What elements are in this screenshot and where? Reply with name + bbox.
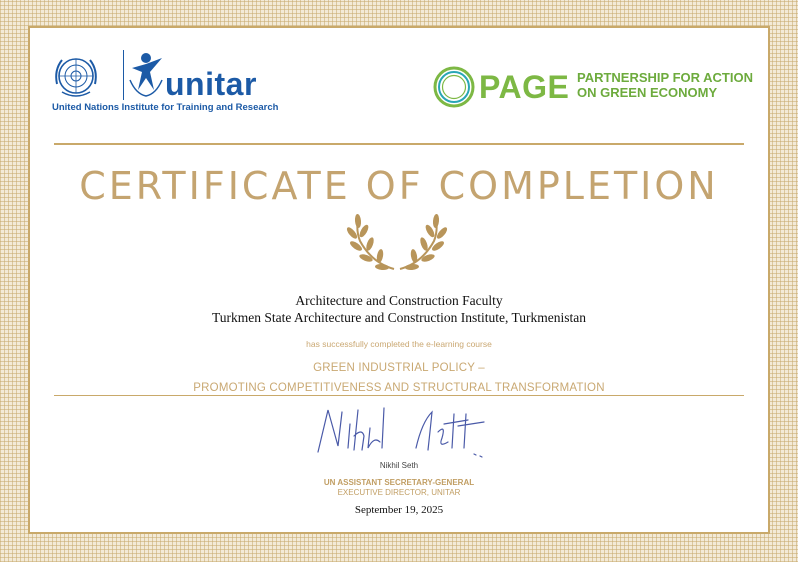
signer-title-primary: UN ASSISTANT SECRETARY-GENERAL [323,478,475,487]
signer-title-secondary: EXECUTIVE DIRECTOR, UNITAR [337,488,461,497]
page-wordmark: PAGE [479,69,570,105]
certificate-title: CERTIFICATE OF COMPLETION [79,164,719,208]
page-subtitle-line1: PARTNERSHIP FOR ACTION [577,70,753,85]
completion-statement: has successfully completed the e-learning course [306,339,492,349]
unitar-wordmark: unitar [165,66,257,102]
laurel-icon [342,211,452,275]
course-title [30,358,768,398]
certificate-date: September 19, 2025 [354,504,444,516]
course-title-line2: PROMOTING COMPETITIVENESS AND STRUCTURAL TRANSFORMATION [193,382,605,394]
course-title-line1: GREEN INDUSTRIAL POLICY – [313,362,485,374]
top-divider [54,143,744,145]
recipient-name [30,292,768,326]
recipient-line2: Turkmen State Architecture and Construction Institute, Turkmenistan [211,310,587,325]
page-subtitle [577,70,767,100]
middle-divider [54,395,744,396]
signature-image [308,402,498,462]
un-emblem-icon [52,52,112,100]
unitar-figure-icon [128,50,166,98]
logo-divider [123,50,124,100]
certificate-body [30,28,768,532]
page-ring-icon [432,65,476,109]
unitar-subtitle: United Nations Institute for Training and Research [52,102,279,113]
signer-name: Nikhil Seth [379,461,419,470]
page-subtitle-line2: ON GREEN ECONOMY [577,85,718,100]
recipient-line1: Architecture and Construction Faculty [295,293,503,308]
